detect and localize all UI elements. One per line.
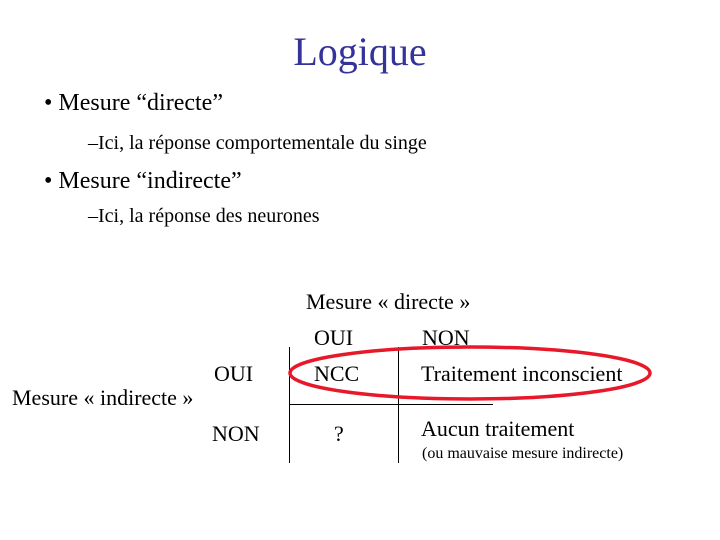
- row-header: Mesure « indirecte »: [12, 385, 194, 410]
- bullet-marker: •: [44, 168, 53, 194]
- row-label-non: NON: [212, 421, 260, 446]
- highlight-ellipse: [290, 347, 650, 399]
- bullet-marker: •: [44, 90, 53, 116]
- cell-non-non: Aucun traitement: [421, 416, 575, 441]
- row-label-oui: OUI: [214, 361, 254, 386]
- slide-title: Logique: [293, 29, 427, 74]
- cell-oui-non: Traitement inconscient: [421, 361, 623, 386]
- cell-non-oui: ?: [334, 421, 344, 446]
- cell-oui-oui: NCC: [314, 361, 360, 386]
- cell-note: (ou mauvaise mesure indirecte): [422, 445, 624, 462]
- bullet-text: Mesure “indirecte”: [58, 168, 242, 194]
- subbullet-marker: –: [88, 205, 98, 227]
- bullet-text: Mesure “directe”: [58, 90, 223, 116]
- subbullet-text: Ici, la réponse comportementale du singe: [98, 132, 427, 154]
- subbullet-text: Ici, la réponse des neurones: [98, 205, 320, 227]
- column-label-non: NON: [422, 325, 470, 350]
- subbullet-marker: –: [88, 132, 98, 154]
- column-label-oui: OUI: [314, 325, 354, 350]
- column-header: Mesure « directe »: [306, 289, 471, 314]
